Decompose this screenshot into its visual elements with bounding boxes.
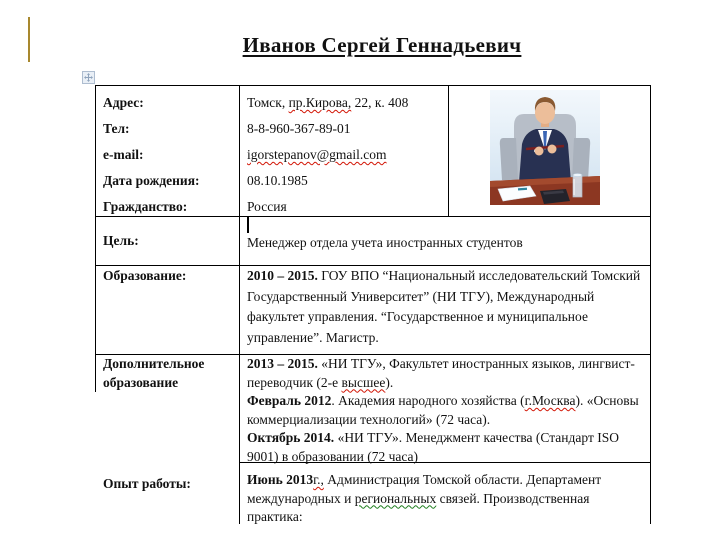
phone-label: Тел: — [103, 121, 130, 136]
applicant-photo[interactable] — [490, 90, 600, 205]
extra-education-item: Февраль 2012. Академия народного хозяйства (г.Москва). «Основы коммерциализации технологий» (72 часа). — [247, 393, 639, 427]
education-period: 2010 – 2015. — [247, 268, 318, 283]
flagged-abbreviation: г., — [313, 472, 324, 487]
goal-value-cell[interactable] — [247, 217, 523, 252]
grammar-flagged-word: региональных — [354, 490, 437, 506]
email-misspelled: igorstepanov@gmail.com — [247, 147, 387, 162]
extra-education-item: Октябрь 2014. «НИ ТГУ». Менеджмент качества (Стандарт ISO 9001) в образовании (72 часа) — [247, 430, 619, 464]
misspelled-word: высшее — [341, 374, 386, 390]
email-label: e-mail: — [103, 147, 144, 162]
table-move-handle-icon[interactable] — [82, 71, 95, 84]
resume-table — [95, 85, 651, 540]
table-column-divider — [239, 85, 240, 524]
address-label: Адрес: — [103, 95, 144, 110]
experience-period: Июнь 2013 — [247, 472, 314, 487]
citizenship-value: Россия — [247, 199, 287, 214]
text-cursor — [247, 217, 249, 233]
address-street-misspelled: пр.Кирова, — [288, 95, 352, 110]
document-title-text: Иванов Сергей Геннадьевич — [242, 33, 522, 57]
experience-value-cell[interactable]: Июнь 2013г., Администрация Томской области. Департамент международных и региональных связей. Производственная практика: — [247, 472, 602, 524]
table-border-left — [95, 85, 96, 392]
extra-education-label[interactable]: Дополнительное образование — [103, 356, 205, 390]
education-value-cell[interactable] — [247, 266, 645, 348]
extra-education-item: 2013 – 2015. «НИ ТГУ», Факультет иностранных языков, лингвист-переводчик (2-е высшее). — [247, 356, 635, 390]
misspelled-word: г.Москва — [524, 393, 576, 408]
address-value — [247, 90, 445, 116]
birthdate-value: 08.10.1985 — [247, 173, 308, 188]
slide-accent-line — [28, 17, 30, 62]
citizenship-label: Гражданство: — [103, 199, 188, 214]
goal-value: Менеджер отдела учета иностранных студентов — [247, 235, 523, 250]
contacts-label-cell[interactable] — [103, 90, 235, 220]
extra-education-value-cell[interactable] — [247, 355, 647, 466]
table-border-top — [95, 85, 651, 86]
photo-cell-divider — [448, 85, 449, 216]
applicant-photo-image — [490, 90, 600, 205]
birthdate-label: Дата рождения: — [103, 173, 200, 188]
address-rest: 22, к. 408 — [351, 95, 409, 110]
email-value — [247, 142, 445, 168]
education-label[interactable]: Образование: — [103, 268, 187, 283]
phone-value: 8-8-960-367-89-01 — [247, 121, 351, 136]
face — [535, 102, 555, 124]
move-cross-icon — [84, 73, 93, 82]
contacts-value-cell[interactable] — [247, 90, 445, 220]
goal-label[interactable]: Цель: — [103, 233, 139, 248]
address-city: Томск, — [247, 95, 289, 110]
education-text: ГОУ ВПО “Национальный исследовательский Томский Государственный Университет” (НИ ТГУ), Международный факультет управления. “Государственное и муниципальное управление”. Магистр. — [247, 268, 641, 345]
document-title[interactable] — [104, 33, 660, 58]
table-border-right — [650, 85, 651, 524]
experience-label[interactable]: Опыт работы: — [103, 476, 191, 491]
